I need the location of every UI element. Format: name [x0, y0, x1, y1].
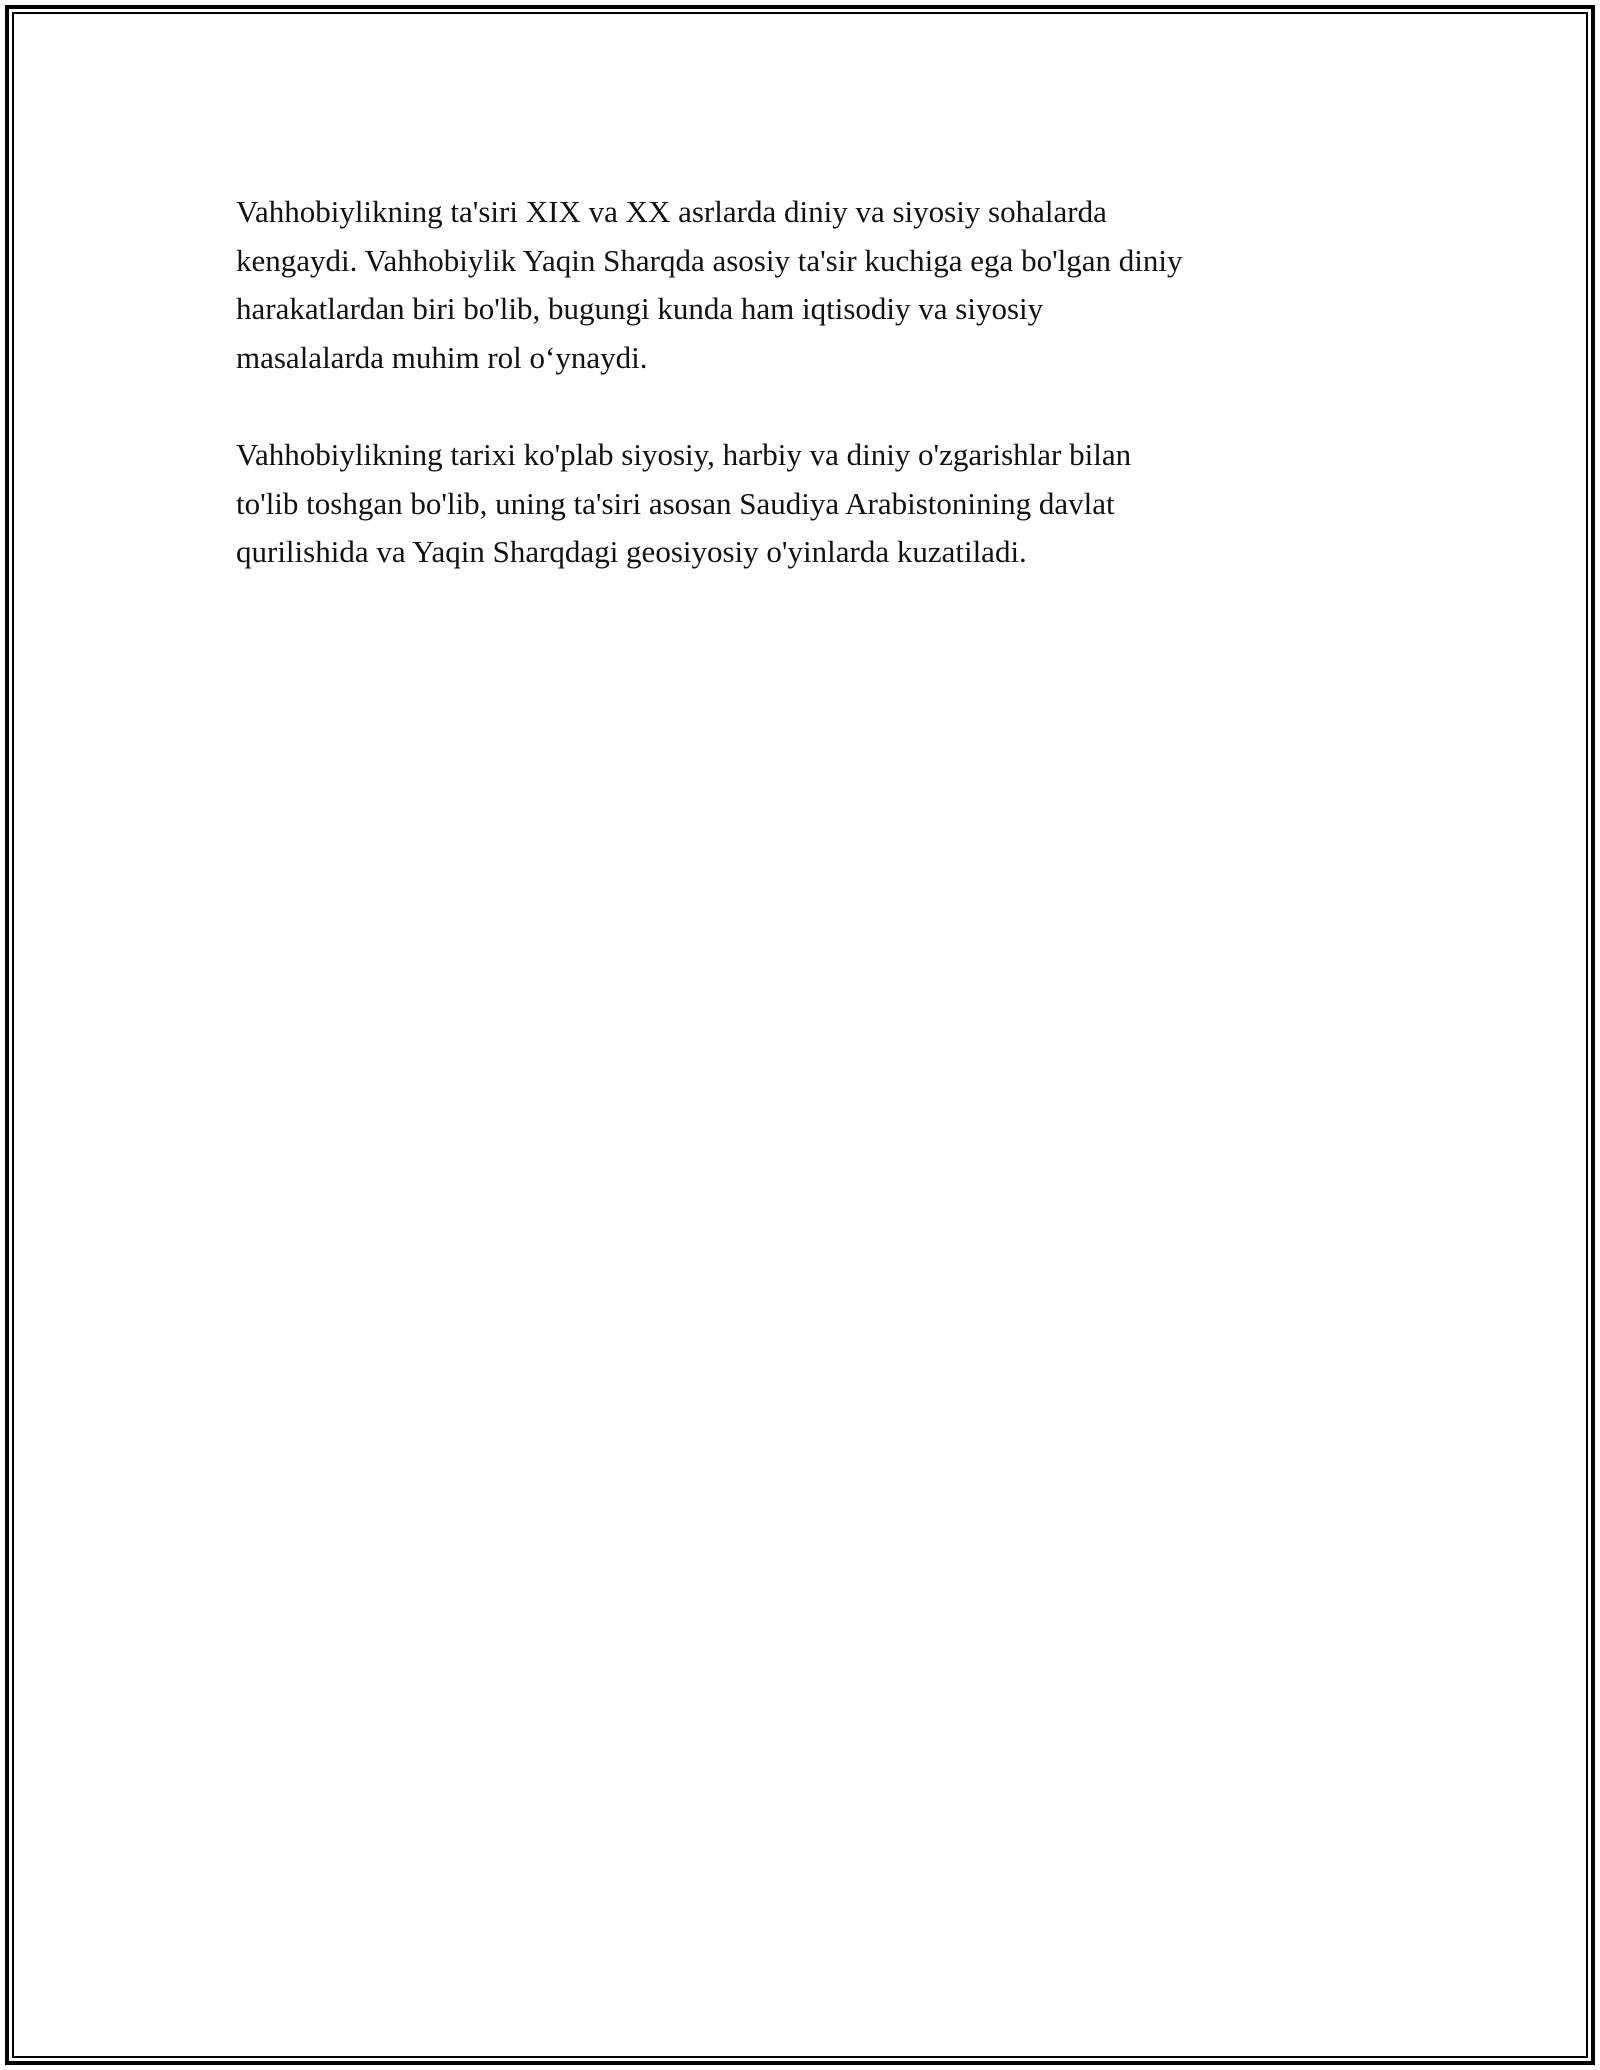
- document-body: [236, 188, 1396, 626]
- paragraph-2: [236, 431, 1396, 577]
- paragraph-line: kengaydi. Vahhobiylik Yaqin Sharqda asosiy ta'sir kuchiga ega bo'lgan diniy: [236, 242, 1183, 278]
- paragraph-line: masalalarda muhim rol o‘ynaydi.: [236, 339, 648, 375]
- paragraph-line: Vahhobiylikning ta'siri XIX va XX asrlarda diniy va siyosiy sohalarda: [236, 194, 1107, 229]
- paragraph-1: [236, 188, 1396, 382]
- paragraph-line: harakatlardan biri bo'lib, bugungi kunda ham iqtisodiy va siyosiy: [236, 291, 1044, 326]
- paragraph-line: qurilishida va Yaqin Sharqdagi geosiyosiy o'yinlarda kuzatiladi.: [236, 534, 1027, 569]
- paragraph-line: Vahhobiylikning tarixi ko'plab siyosiy, harbiy va diniy o'zgarishlar bilan: [236, 437, 1132, 472]
- paragraph-line: to'lib toshgan bo'lib, uning ta'siri asosan Saudiya Arabistonining davlat: [236, 485, 1115, 521]
